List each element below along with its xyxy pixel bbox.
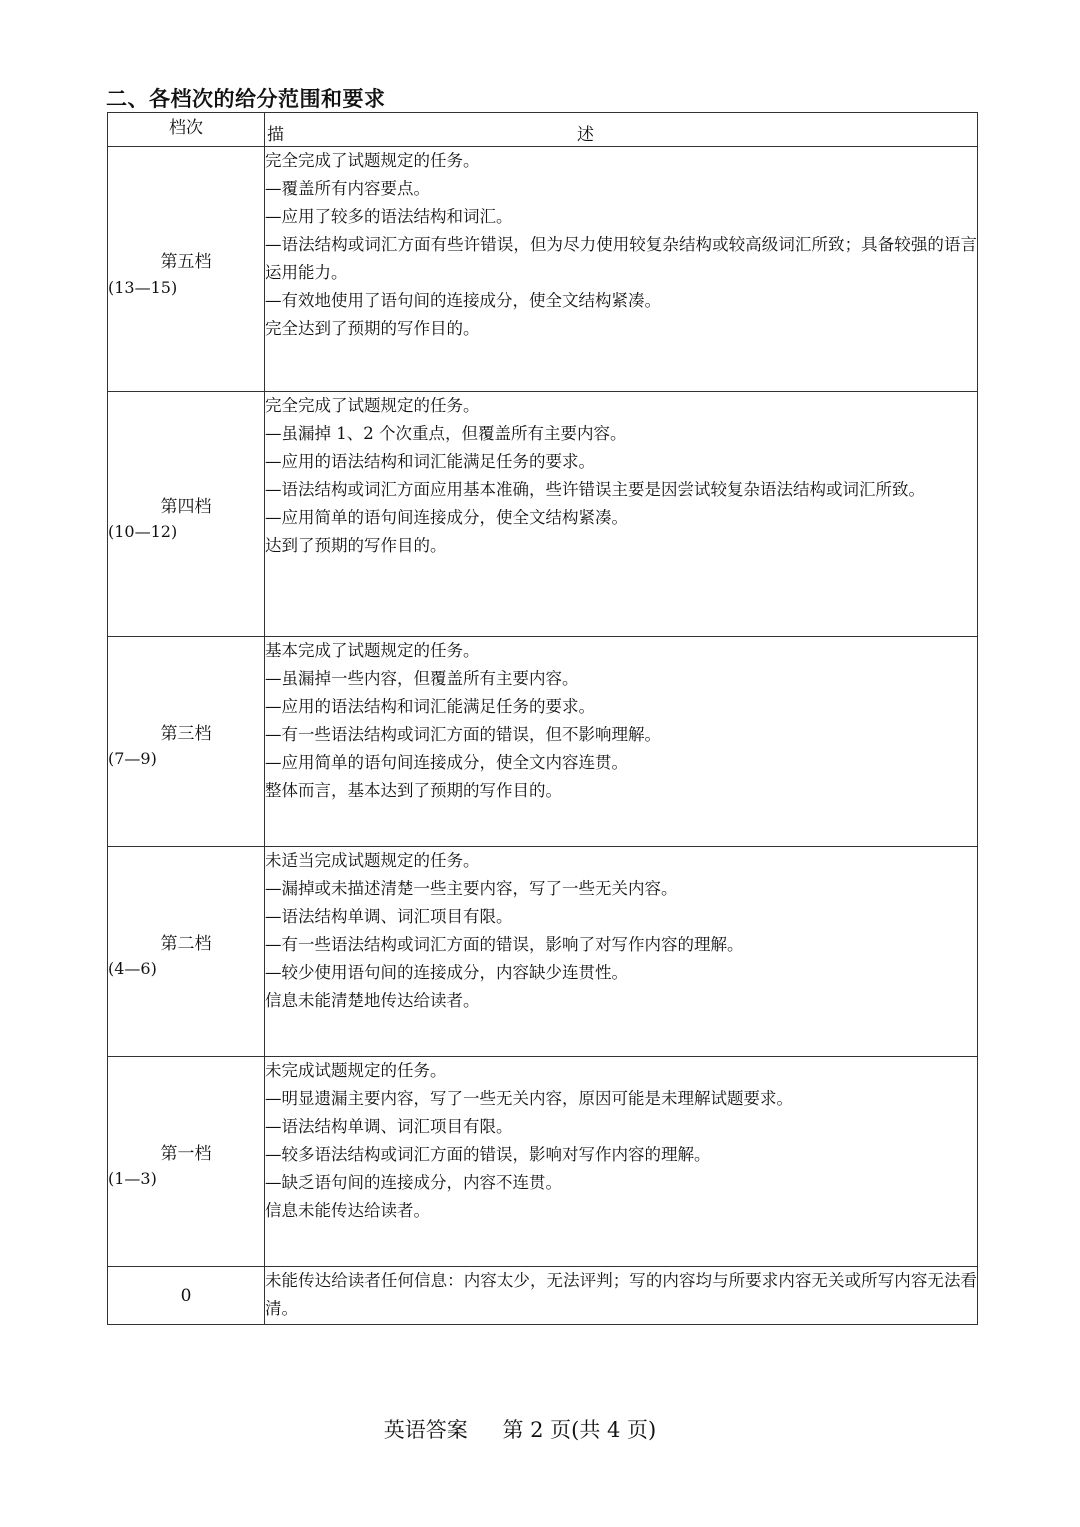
- level-name: 第三档: [160, 724, 212, 744]
- desc-line: —虽漏掉一些内容，但覆盖所有主要内容。: [265, 669, 579, 688]
- desc-line: —有一些语法结构或词汇方面的错误，影响了对写作内容的理解。: [265, 935, 744, 954]
- header-description: [265, 113, 978, 147]
- level-cell: [108, 392, 265, 637]
- level-name: 第五档: [160, 252, 212, 272]
- description-cell-zero: 未能传达给读者任何信息：内容太少，无法评判；写的内容均与所要求内容无关或所写内容无法看清。: [265, 1267, 978, 1325]
- desc-line: 整体而言，基本达到了预期的写作目的。: [265, 781, 562, 800]
- level-cell: [108, 1057, 265, 1267]
- level-cell-zero: 0: [108, 1267, 265, 1325]
- level-range: (1—3): [108, 1169, 157, 1188]
- desc-line: —明显遗漏主要内容，写了一些无关内容，原因可能是未理解试题要求。: [265, 1089, 793, 1108]
- desc-line: —语法结构或词汇方面有些许错误，但为尽力使用较复杂结构或较高级词汇所致；具备较强的语言运用能力。: [265, 235, 977, 282]
- desc-line: —有一些语法结构或词汇方面的错误，但不影响理解。: [265, 725, 661, 744]
- description-cell: [265, 1057, 978, 1267]
- desc-line: 信息未能清楚地传达给读者。: [265, 991, 480, 1010]
- table-row: [108, 637, 978, 847]
- level-cell: [108, 847, 265, 1057]
- level-name: 第一档: [160, 1144, 212, 1164]
- level-range: (13—15): [108, 278, 178, 297]
- header-level: 档次: [108, 113, 265, 147]
- desc-line: —缺乏语句间的连接成分，内容不连贯。: [265, 1173, 562, 1192]
- desc-line: 完全完成了试题规定的任务。: [265, 151, 480, 170]
- desc-line: —较多语法结构或词汇方面的错误，影响对写作内容的理解。: [265, 1145, 711, 1164]
- table-header-row: [108, 113, 978, 147]
- desc-line: 基本完成了试题规定的任务。: [265, 641, 480, 660]
- desc-line: —语法结构或词汇方面应用基本准确，些许错误主要是因尝试较复杂语法结构或词汇所致。: [265, 480, 925, 499]
- desc-line: —应用简单的语句间连接成分，使全文内容连贯。: [265, 753, 628, 772]
- desc-line: —语法结构单调、词汇项目有限。: [265, 1117, 513, 1136]
- table-row: [108, 1057, 978, 1267]
- description-cell: [265, 847, 978, 1057]
- desc-line: —应用的语法结构和词汇能满足任务的要求。: [265, 697, 595, 716]
- desc-line: —漏掉或未描述清楚一些主要内容，写了一些无关内容。: [265, 879, 678, 898]
- desc-line: 达到了预期的写作目的。: [265, 536, 447, 555]
- scoring-table: [107, 112, 978, 1325]
- page-heading: 二、各档次的给分范围和要求: [106, 87, 386, 111]
- header-desc-part2: 述: [577, 125, 594, 145]
- level-range: (10—12): [108, 522, 178, 541]
- desc-line: 完全达到了预期的写作目的。: [265, 319, 480, 338]
- table-row: [108, 392, 978, 637]
- level-range: (7—9): [108, 749, 157, 768]
- description-cell: [265, 392, 978, 637]
- desc-line: —应用了较多的语法结构和词汇。: [265, 207, 513, 226]
- header-desc-part1: 描: [267, 125, 284, 145]
- level-name: 第二档: [160, 934, 212, 954]
- page-footer: [0, 1414, 1040, 1444]
- description-cell: [265, 147, 978, 392]
- level-name: 第四档: [160, 497, 212, 517]
- table-row: [108, 847, 978, 1057]
- desc-line: 信息未能传达给读者。: [265, 1201, 430, 1220]
- desc-line: —有效地使用了语句间的连接成分，使全文结构紧凑。: [265, 291, 661, 310]
- desc-line: —较少使用语句间的连接成分，内容缺少连贯性。: [265, 963, 628, 982]
- desc-line: —应用的语法结构和词汇能满足任务的要求。: [265, 452, 595, 471]
- desc-line: 未适当完成试题规定的任务。: [265, 851, 480, 870]
- footer-page-number: 第 2 页(共 4 页): [502, 1418, 657, 1442]
- table-row-zero: [108, 1267, 978, 1325]
- level-cell: [108, 637, 265, 847]
- desc-line: 完全完成了试题规定的任务。: [265, 396, 480, 415]
- footer-subject: 英语答案: [383, 1418, 468, 1442]
- level-range: (4—6): [108, 959, 157, 978]
- desc-line: —覆盖所有内容要点。: [265, 179, 430, 198]
- table-row: [108, 147, 978, 392]
- desc-line: 未完成试题规定的任务。: [265, 1061, 447, 1080]
- desc-line: —应用简单的语句间连接成分，使全文结构紧凑。: [265, 508, 628, 527]
- desc-line: —语法结构单调、词汇项目有限。: [265, 907, 513, 926]
- desc-line: —虽漏掉 1、2 个次重点，但覆盖所有主要内容。: [265, 424, 627, 443]
- description-cell: [265, 637, 978, 847]
- level-cell: [108, 147, 265, 392]
